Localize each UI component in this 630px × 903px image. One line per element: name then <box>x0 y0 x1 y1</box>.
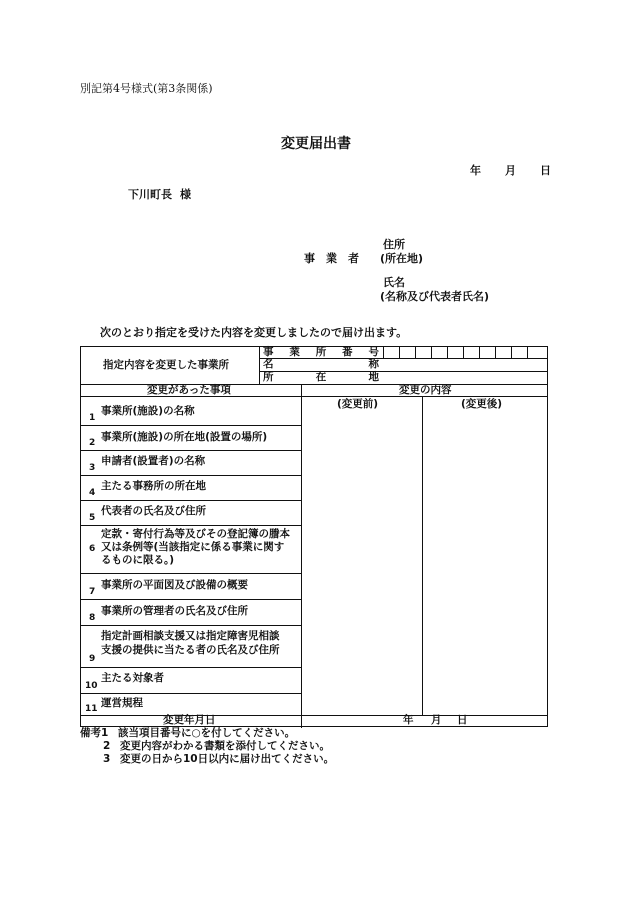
label-char: 所 <box>263 371 274 383</box>
office-name-label <box>263 358 379 371</box>
row-divider <box>81 450 301 451</box>
number-box-divider <box>527 347 528 358</box>
date-year-label: 年 <box>470 164 481 177</box>
after-label: (変更後) <box>461 398 503 410</box>
note-text: 変更内容がわかる書類を添付してください。 <box>119 740 330 752</box>
row-divider <box>81 425 301 426</box>
item-number: 6 <box>89 544 96 554</box>
number-box-divider <box>399 347 400 358</box>
number-box-divider <box>479 347 480 358</box>
note-item <box>80 753 334 766</box>
addressee <box>128 186 191 202</box>
note-number: 1 <box>101 727 109 739</box>
number-box-divider <box>495 347 496 358</box>
addressee-suffix: 様 <box>180 188 191 201</box>
item-text: 又は条例等(当該指定に係る事業に関す <box>101 541 285 553</box>
item-text: 主たる事務所の所在地 <box>101 480 206 492</box>
change-date-year: 年 <box>403 714 414 726</box>
item-text: るものに限る。) <box>101 554 175 566</box>
item-text: 事業所の管理者の氏名及び住所 <box>101 605 248 617</box>
office-location-label <box>263 371 379 384</box>
item-number: 4 <box>89 488 96 498</box>
label-char: 業 <box>289 346 300 358</box>
name-label: 氏名 <box>383 276 405 289</box>
label-char: 称 <box>368 358 379 370</box>
item-text: 事業所の平面図及び設備の概要 <box>101 579 248 591</box>
number-box-divider <box>511 347 512 358</box>
change-date-day: 日 <box>457 714 468 726</box>
note-text: 該当項目番号に○を付してください。 <box>117 727 296 739</box>
item-number: 2 <box>89 438 96 448</box>
col-divider <box>301 384 302 728</box>
item-number: 8 <box>89 613 96 623</box>
item-text: 事業所(施設)の所在地(設置の場所) <box>101 431 268 443</box>
row-divider <box>81 500 301 501</box>
note-number: 2 <box>103 740 111 752</box>
date-day-label: 日 <box>540 164 551 177</box>
item-text: 申請者(設置者)の名称 <box>101 455 206 467</box>
label-char: 所 <box>315 346 327 358</box>
note-item <box>80 740 334 753</box>
number-box-divider <box>383 347 384 358</box>
col-divider <box>422 396 423 715</box>
notes-label: 備考 <box>80 727 101 739</box>
before-label: (変更前) <box>337 398 379 410</box>
note-item <box>80 727 334 740</box>
change-date-month: 月 <box>431 714 442 726</box>
items-header: 変更があった事項 <box>147 384 231 396</box>
content-header: 変更の内容 <box>399 384 452 396</box>
label-char: 地 <box>368 371 379 383</box>
row-divider <box>81 625 301 626</box>
item-text: 定款・寄付行為等及びその登記簿の謄本 <box>101 528 290 540</box>
number-box-divider <box>431 347 432 358</box>
label-char: 号 <box>368 346 379 358</box>
item-text: 運営規程 <box>101 697 143 709</box>
label-char: 事 <box>263 346 274 358</box>
item-text: 指定計画相談支援又は指定障害児相談 <box>101 630 280 642</box>
item-text: 主たる対象者 <box>101 672 164 684</box>
item-number: 11 <box>85 704 98 714</box>
col-divider <box>259 347 260 384</box>
number-box-divider <box>463 347 464 358</box>
row-divider <box>81 599 301 600</box>
row-divider <box>81 693 301 694</box>
number-box-divider <box>415 347 416 358</box>
row-divider <box>81 475 301 476</box>
item-text: 支援の提供に当たる者の氏名及び住所 <box>101 644 280 656</box>
business-operator-label: 事 業 者 <box>304 252 359 265</box>
label-char: 名 <box>263 358 274 370</box>
form-reference: 別記第4号様式(第3条関係) <box>80 82 213 95</box>
label-char: 番 <box>342 346 353 358</box>
intro-text: 次のとおり指定を受けた内容を変更しましたので届け出ます。 <box>100 326 408 339</box>
item-number: 9 <box>89 654 96 664</box>
notes <box>80 727 334 766</box>
row-divider <box>81 573 301 574</box>
row-divider <box>81 667 301 668</box>
item-text: 事業所(施設)の名称 <box>101 405 195 417</box>
representative-label: (名称及び代表者氏名) <box>380 290 490 303</box>
change-form-table <box>80 346 548 727</box>
note-number: 3 <box>103 753 111 765</box>
item-number: 7 <box>89 587 96 597</box>
location-label: (所在地) <box>380 252 424 265</box>
item-text: 代表者の氏名及び住所 <box>101 505 206 517</box>
number-box-divider <box>447 347 448 358</box>
item-number: 3 <box>89 463 96 473</box>
item-number: 10 <box>85 681 98 691</box>
row-divider <box>81 525 301 526</box>
item-number: 5 <box>89 513 96 523</box>
office-label: 指定内容を変更した事業所 <box>103 359 229 371</box>
document-title: 変更届出書 <box>281 136 351 152</box>
date-month-label: 月 <box>505 164 516 177</box>
addressee-name: 下川町長 <box>128 188 172 201</box>
address-label: 住所 <box>383 238 405 251</box>
row-divider <box>81 715 547 716</box>
change-date-label: 変更年月日 <box>163 714 216 726</box>
label-char: 在 <box>315 371 327 383</box>
item-number: 1 <box>89 413 96 423</box>
note-text: 変更の日から10日以内に届け出てください。 <box>119 753 335 765</box>
